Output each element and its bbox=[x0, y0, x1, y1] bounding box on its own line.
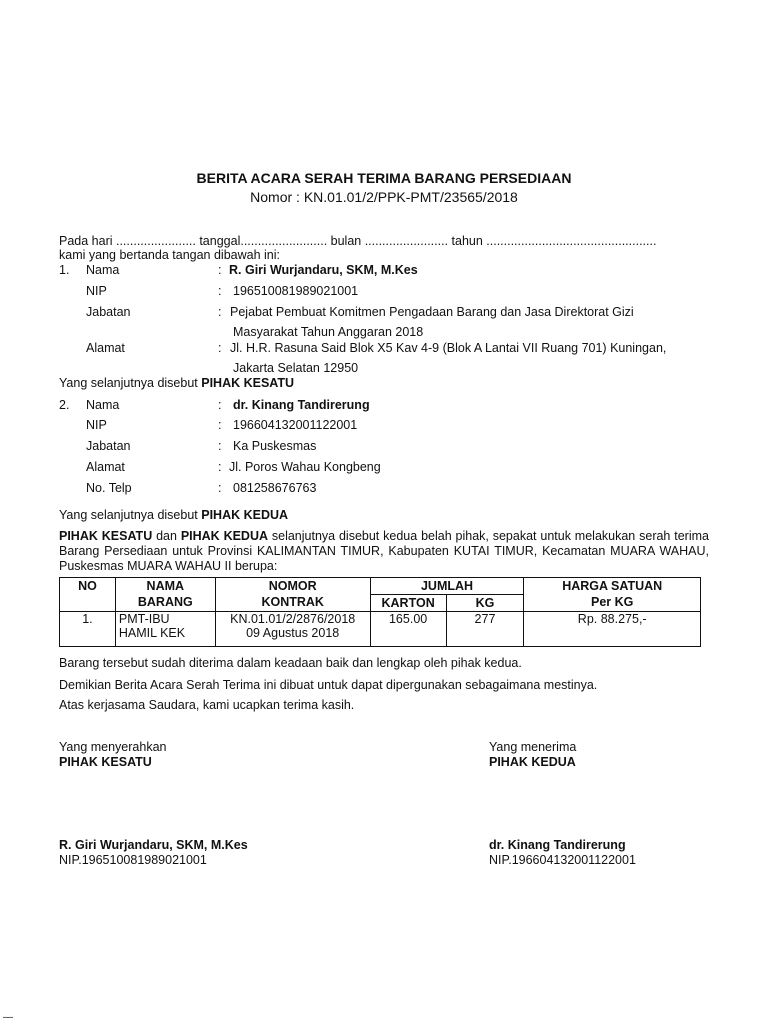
sign-left-role: Yang menyerahkan bbox=[59, 740, 167, 754]
colon: : bbox=[218, 418, 222, 432]
sign-right-role: Yang menerima bbox=[489, 740, 577, 754]
party2-jabatan-label: Jabatan bbox=[86, 439, 131, 453]
colon: : bbox=[218, 263, 222, 277]
party2-nip-label: NIP bbox=[86, 418, 107, 432]
sign-left-name: R. Giri Wurjandaru, SKM, M.Kes bbox=[59, 838, 248, 852]
colon: : bbox=[218, 284, 222, 298]
colon: : bbox=[218, 460, 222, 474]
colon: : bbox=[218, 481, 222, 495]
closing-line-3: Atas kerjasama Saudara, kami ucapkan terima kasih. bbox=[59, 698, 355, 712]
table-row bbox=[60, 612, 701, 647]
header-nomor-kontrak: NOMOR KONTRAK bbox=[215, 578, 370, 612]
sign-right-party: PIHAK KEDUA bbox=[489, 755, 576, 769]
colon: : bbox=[218, 439, 222, 453]
party1-alamat-line2: Jakarta Selatan 12950 bbox=[233, 361, 359, 375]
party2-alamat: Jl. Poros Wahau Kongbeng bbox=[229, 460, 381, 474]
intro-text: kami yang bertanda tangan dibawah ini: bbox=[59, 248, 280, 262]
header-harga-satuan: HARGA SATUAN Per KG bbox=[524, 578, 701, 612]
goods-table bbox=[59, 577, 701, 647]
closing-line-1: Barang tersebut sudah diterima dalam keadaan baik dan lengkap oleh pihak kedua. bbox=[59, 656, 522, 670]
header-karton: KARTON bbox=[370, 595, 446, 612]
sign-left-nip: NIP.196510081989021001 bbox=[59, 853, 207, 867]
header-nama-barang: NAMA BARANG bbox=[115, 578, 215, 612]
party1-designation: Yang selanjutnya disebut PIHAK KESATU bbox=[59, 376, 295, 390]
party2-number: 2. bbox=[59, 398, 70, 412]
party2-telp-label: No. Telp bbox=[86, 481, 132, 495]
party2-jabatan: Ka Puskesmas bbox=[233, 439, 317, 453]
sign-right-nip: NIP.196604132001122001 bbox=[489, 853, 636, 867]
document-number: Nomor : KN.01.01/2/PPK-PMT/23565/2018 bbox=[250, 189, 518, 205]
party1-jabatan-label: Jabatan bbox=[86, 305, 131, 319]
agreement-paragraph: PIHAK KESATU dan PIHAK KEDUA selanjutnya disebut kedua belah pihak, sepakat untuk melakukan serah terima Barang Persediaan untuk Provinsi KALIMANTAN TIMUR, Kabupaten KUTAI TIMUR, Kecamatan MUARA WAHAU, Puskesmas MUARA WAHAU II berupa: bbox=[59, 529, 709, 573]
party1-name-label: Nama bbox=[86, 263, 120, 277]
party2-name: dr. Kinang Tandirerung bbox=[233, 398, 370, 412]
party1-name: R. Giri Wurjandaru, SKM, M.Kes bbox=[229, 263, 418, 277]
party1-alamat-label: Alamat bbox=[86, 341, 125, 355]
party1-nip-label: NIP bbox=[86, 284, 107, 298]
cell-kg: 277 bbox=[446, 612, 524, 647]
cell-nomor-kontrak: KN.01.01/2/2876/2018 09 Agustus 2018 bbox=[215, 612, 370, 647]
cell-karton: 165.00 bbox=[370, 612, 446, 647]
cell-no: 1. bbox=[60, 612, 116, 647]
party1-jabatan-line1: Pejabat Pembuat Komitmen Pengadaan Barang dan Jasa Direktorat Gizi bbox=[230, 305, 634, 319]
party1-jabatan-line2: Masyarakat Tahun Anggaran 2018 bbox=[233, 325, 424, 339]
party1-alamat-line1: Jl. H.R. Rasuna Said Blok X5 Kav 4-9 (Blok A Lantai VII Ruang 701) Kuningan, bbox=[230, 341, 667, 355]
date-line: Pada hari ....................... tanggal......................... bulan ........................ tahun ................................................. bbox=[59, 234, 657, 248]
document-title: BERITA ACARA SERAH TERIMA BARANG PERSEDIAAN bbox=[196, 170, 572, 186]
colon: : bbox=[218, 398, 222, 412]
party2-telp: 081258676763 bbox=[233, 481, 317, 495]
party2-designation: Yang selanjutnya disebut PIHAK KEDUA bbox=[59, 508, 289, 522]
sign-right-name: dr. Kinang Tandirerung bbox=[489, 838, 626, 852]
closing-line-2: Demikian Berita Acara Serah Terima ini dibuat untuk dapat dipergunakan sebagaimana mestinya. bbox=[59, 678, 598, 692]
header-jumlah: JUMLAH bbox=[370, 578, 524, 595]
header-kg: KG bbox=[446, 595, 524, 612]
party2-nip: 196604132001122001 bbox=[233, 418, 358, 432]
sign-left-party: PIHAK KESATU bbox=[59, 755, 152, 769]
header-no: NO bbox=[60, 578, 116, 612]
cell-harga: Rp. 88.275,- bbox=[524, 612, 701, 647]
party1-nip: 196510081989021001 bbox=[233, 284, 359, 298]
party2-name-label: Nama bbox=[86, 398, 120, 412]
cell-nama-barang: PMT-IBU HAMIL KEK bbox=[115, 612, 215, 647]
colon: : bbox=[218, 305, 222, 319]
party2-alamat-label: Alamat bbox=[86, 460, 125, 474]
colon: : bbox=[218, 341, 222, 355]
party1-number: 1. bbox=[59, 263, 70, 277]
corner-mark: — bbox=[3, 1012, 13, 1023]
